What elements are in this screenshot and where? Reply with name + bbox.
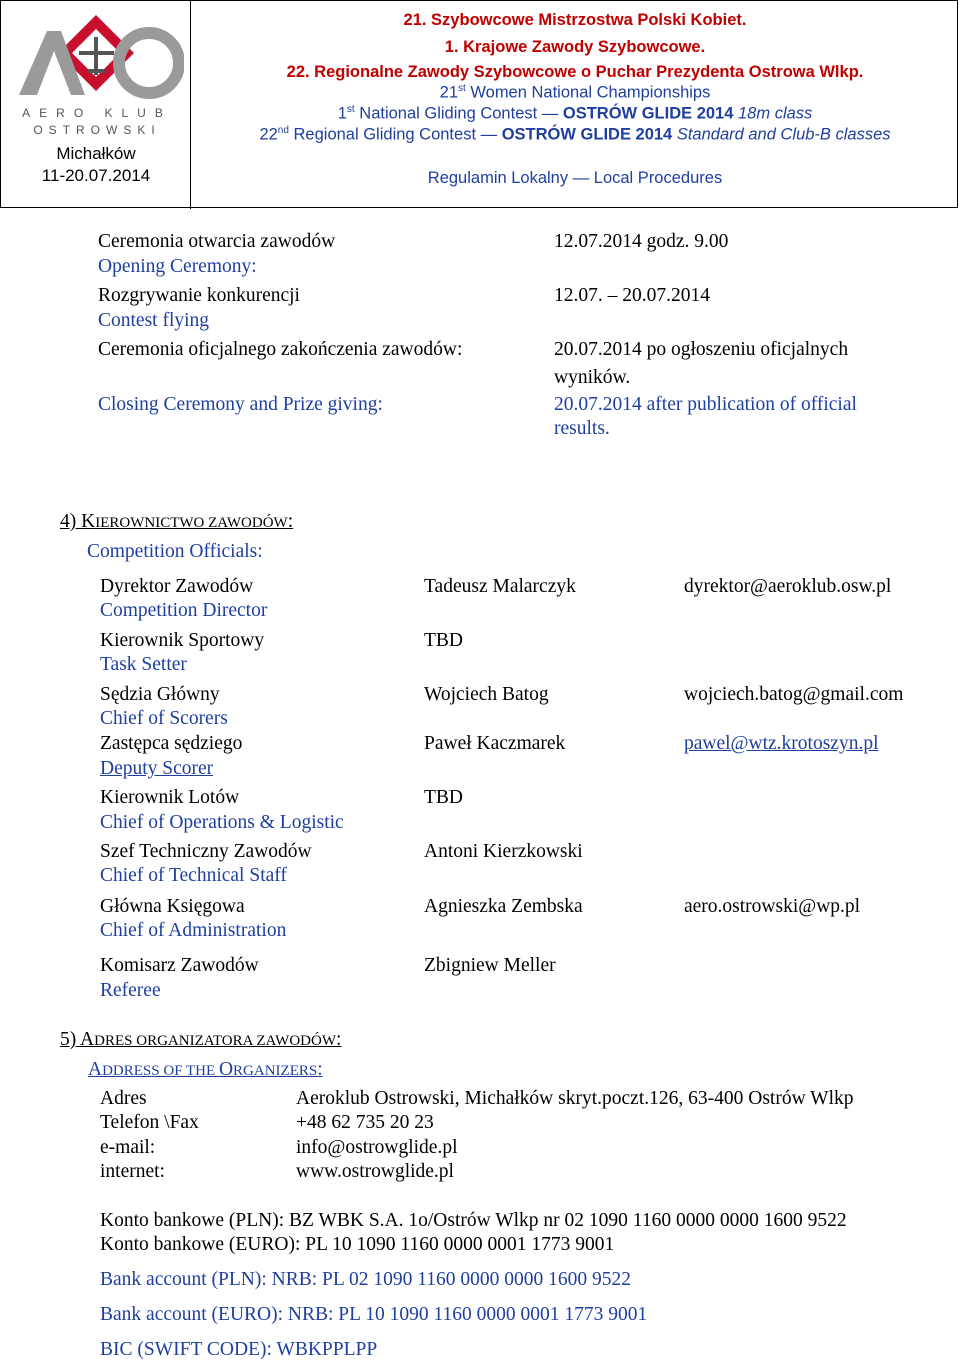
official-role-en: Task Setter — [100, 654, 187, 675]
official-name: Paweł Kaczmarek — [424, 733, 566, 754]
official-role-en: Chief of Operations & Logistic — [100, 812, 344, 833]
section-4-colon: : — [287, 511, 294, 532]
closing-ceremony-en-date-1: 20.07.2014 after publication of official — [554, 394, 857, 415]
official-email[interactable]: wojciech.batog@gmail.com — [684, 684, 904, 705]
logo-text-bottom: OSTROWSKI — [33, 123, 161, 137]
line6-num: 22 — [259, 125, 278, 144]
bank-account-eur: Bank account (EURO): NRB: PL 10 1090 1160 0000 0001 1773 9001 — [100, 1304, 648, 1325]
official-name: Wojciech Batog — [424, 684, 549, 705]
line5-num: 1 — [337, 104, 347, 123]
address-value: Aeroklub Ostrowski, Michałków skryt.poczt.126, 63-400 Ostrów Wlkp — [296, 1088, 854, 1109]
closing-ceremony-pl-date-2: wyników. — [554, 367, 631, 388]
official-role-en: Chief of Administration — [100, 920, 287, 941]
official-name: Antoni Kierzkowski — [424, 841, 583, 862]
aeroklub-logo — [9, 13, 184, 138]
opening-ceremony-date: 12.07.2014 godz. 9.00 — [554, 231, 729, 252]
title-line-2: 1. Krajowe Zawody Szybowcowe. — [444, 38, 706, 56]
email-label: e-mail: — [100, 1137, 156, 1158]
official-name: Tadeusz Malarczyk — [424, 576, 576, 597]
section-4-title-first: K — [81, 511, 96, 532]
line5-bold: OSTRÓW GLIDE 2014 — [562, 104, 734, 123]
section-5-colon: : — [336, 1029, 342, 1050]
line5-sup: st — [346, 104, 355, 115]
sub-rganizers: RGANIZERS — [233, 1063, 318, 1079]
section-4-heading — [60, 512, 293, 532]
official-name: TBD — [424, 630, 463, 651]
official-role-pl: Sędzia Główny — [100, 684, 220, 705]
official-role-en: Referee — [100, 980, 161, 1001]
sub-colon: : — [317, 1059, 323, 1080]
official-role-pl: Kierownik Sportowy — [100, 630, 265, 651]
official-name: Agnieszka Zembska — [424, 896, 583, 917]
line6-text: Regional Gliding Contest — — [288, 125, 502, 144]
official-role-en: Deputy Scorer — [100, 758, 214, 779]
official-role-pl: Dyrektor Zawodów — [100, 576, 254, 597]
web-value[interactable]: www.ostrowglide.pl — [296, 1161, 454, 1182]
header-logo-panel — [1, 1, 191, 209]
section-5-subtitle — [88, 1060, 323, 1080]
closing-ceremony-en-date-2: results. — [554, 418, 610, 439]
official-role-pl: Komisarz Zawodów — [100, 955, 259, 976]
title-line-6 — [191, 125, 959, 145]
title-line-7 — [191, 169, 959, 188]
official-role-pl: Kierownik Lotów — [100, 787, 240, 808]
section-5-heading — [60, 1030, 341, 1050]
web-label: internet: — [100, 1161, 165, 1182]
line4-sup: st — [458, 83, 466, 94]
line6-italic: Standard and Club-B classes — [672, 125, 891, 144]
closing-ceremony-en: Closing Ceremony and Prize giving: — [98, 394, 383, 415]
address-label: Adres — [100, 1088, 147, 1109]
title-line-4 — [191, 83, 959, 103]
closing-ceremony-pl-date-1: 20.07.2014 po ogłoszeniu oficjalnych — [554, 339, 849, 360]
bic-code: BIC (SWIFT CODE): WBKPPLPP — [100, 1339, 378, 1360]
official-name: Zbigniew Meller — [424, 955, 556, 976]
official-role-en: Chief of Technical Staff — [100, 865, 287, 886]
line6-bold: OSTRÓW GLIDE 2014 — [501, 125, 673, 144]
official-email-link[interactable]: pawel@wtz.krotoszyn.pl — [684, 733, 879, 754]
opening-ceremony-pl: Ceremonia otwarcia zawodów — [98, 231, 336, 252]
official-email[interactable]: aero.ostrowski@wp.pl — [684, 896, 861, 917]
header-location: Michałków — [56, 144, 136, 163]
document-header — [0, 0, 958, 208]
title-line-5 — [191, 104, 959, 124]
official-role-pl: Główna Księgowa — [100, 896, 245, 917]
official-email[interactable]: dyrektor@aeroklub.osw.pl — [684, 576, 892, 597]
contest-flying-date: 12.07. – 20.07.2014 — [554, 285, 710, 306]
section-5-title-first: A — [80, 1029, 95, 1050]
title-line-3: 22. Regionalne Zawody Szybowcowe o Puchar Prezydenta Ostrowa Wlkp. — [286, 63, 864, 81]
section-4-number: 4) — [60, 511, 82, 532]
section-5-number: 5) — [60, 1029, 81, 1050]
line5-italic: 18m class — [733, 104, 813, 123]
section-4-subtitle: Competition Officials: — [87, 541, 263, 562]
opening-ceremony-en: Opening Ceremony: — [98, 256, 257, 277]
official-role-en: Competition Director — [100, 600, 268, 621]
official-role-pl: Szef Techniczny Zawodów — [100, 841, 312, 862]
email-value[interactable]: info@ostrowglide.pl — [296, 1137, 458, 1158]
official-role-en: Chief of Scorers — [100, 708, 228, 729]
closing-ceremony-pl: Ceremonia oficjalnego zakończenia zawodów: — [98, 339, 463, 360]
phone-label: Telefon \Fax — [100, 1112, 199, 1133]
line4-text: Women National Championships — [465, 83, 711, 102]
sub-o: O — [218, 1059, 234, 1080]
title-line-1: 21. Szybowcowe Mistrzostwa Polski Kobiet. — [403, 11, 747, 29]
phone-value: +48 62 735 20 23 — [296, 1112, 434, 1133]
official-name: TBD — [424, 787, 463, 808]
line6-sup: nd — [277, 125, 289, 136]
bank-eur: Konto bankowe (EURO): PL 10 1090 1160 0000 0001 1773 9001 — [100, 1234, 615, 1255]
bank-pln: Konto bankowe (PLN): BZ WBK S.A. 1o/Ostrów Wlkp nr 02 1090 1160 0000 0000 1600 9522 — [100, 1210, 847, 1231]
logo-text-top: AERO KLUB — [22, 106, 172, 120]
section-4-title-rest: IEROWNICTWO ZAWODÓW — [95, 515, 288, 531]
contest-flying-pl: Rozgrywanie konkurencji — [98, 285, 300, 306]
line5-text: National Gliding Contest — — [354, 104, 563, 123]
line7-pl: Regulamin Lokalny — — [427, 169, 594, 187]
official-role-pl: Zastępca sędziego — [100, 733, 243, 754]
section-5-title-rest: DRES ORGANIZATORA ZAWODÓW — [94, 1033, 336, 1049]
line4-num: 21 — [439, 83, 458, 102]
contest-flying-en: Contest flying — [98, 310, 210, 331]
sub-a: A — [88, 1059, 103, 1080]
header-dates: 11-20.07.2014 — [41, 166, 151, 185]
sub-ddress: DDRESS OF THE — [102, 1063, 219, 1079]
bank-account-pln: Bank account (PLN): NRB: PL 02 1090 1160 0000 0000 1600 9522 — [100, 1269, 631, 1290]
line7-en: Local Procedures — [593, 169, 723, 187]
